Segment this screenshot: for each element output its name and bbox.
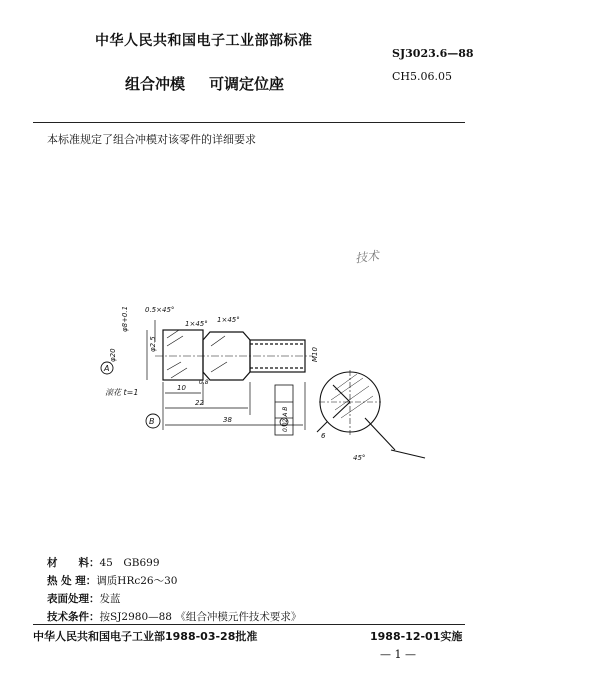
chamfer-label-1: 0.5×45° [145,306,175,314]
knurl-note: 滚花 t=1 [105,388,139,397]
standard-code: CH5.06.05 [392,70,452,83]
dia-pin-label: φ2.5 [149,336,157,352]
dia-body-label: φ20 [109,348,117,362]
datum-a-label: A [104,364,110,373]
dim-offset-label: 10 [177,384,186,392]
spec-material [47,555,160,570]
heat-value: 调质HRc26～30 [96,575,178,587]
footer-rule [33,624,465,625]
surface-value: 发蓝 [99,593,121,605]
technical-drawing [95,290,495,480]
surface-label: 表面处理： [47,593,100,605]
header-rule [33,122,465,123]
scope-statement: 本标准规定了组合冲模对该零件的详细要求 [47,133,256,146]
standard-number: SJ3023.6—88 [392,47,474,60]
title-part1: 组合冲模 [125,75,186,93]
roughness-label: 0.8 [199,379,209,386]
dim-38-label: 38 [223,416,232,424]
tolerance-frame-label: 0.02 A B [282,406,289,432]
title-part2: 可调定位座 [209,75,285,93]
datum-b-label: B [149,417,155,426]
handwritten-stamp: 技术 [354,248,380,266]
tech-label: 技术条件： [47,611,100,623]
thread-label: M10 [311,347,319,362]
material-label: 材 料： [47,557,100,569]
material-value: 45 GB699 [99,557,160,569]
dim-6-label: 6 [321,432,326,440]
ministry-header: 中华人民共和国电子工业部部标准 [95,33,313,49]
dim-22-label: 22 [195,399,204,407]
document-title [125,73,284,94]
page-number: — 1 — [380,648,416,661]
tech-value: 按SJ2980—88 《组合冲模元件技术要求》 [99,611,302,623]
dia-top-label: φ8+0.1 [121,305,129,332]
spec-heat [47,573,177,588]
chamfer-label-2: 1×45° [185,320,208,328]
angle-45-label: 45° [353,454,366,462]
implementation-date: 1988-12-01实施 [370,630,463,643]
approval-date: 中华人民共和国电子工业部1988-03-28批准 [33,630,258,643]
chamfer-label-3: 1×45° [217,316,240,324]
part-head [163,330,203,380]
heat-label: 热 处 理： [47,575,97,587]
spec-surface [47,591,121,606]
spec-tech [47,609,301,624]
